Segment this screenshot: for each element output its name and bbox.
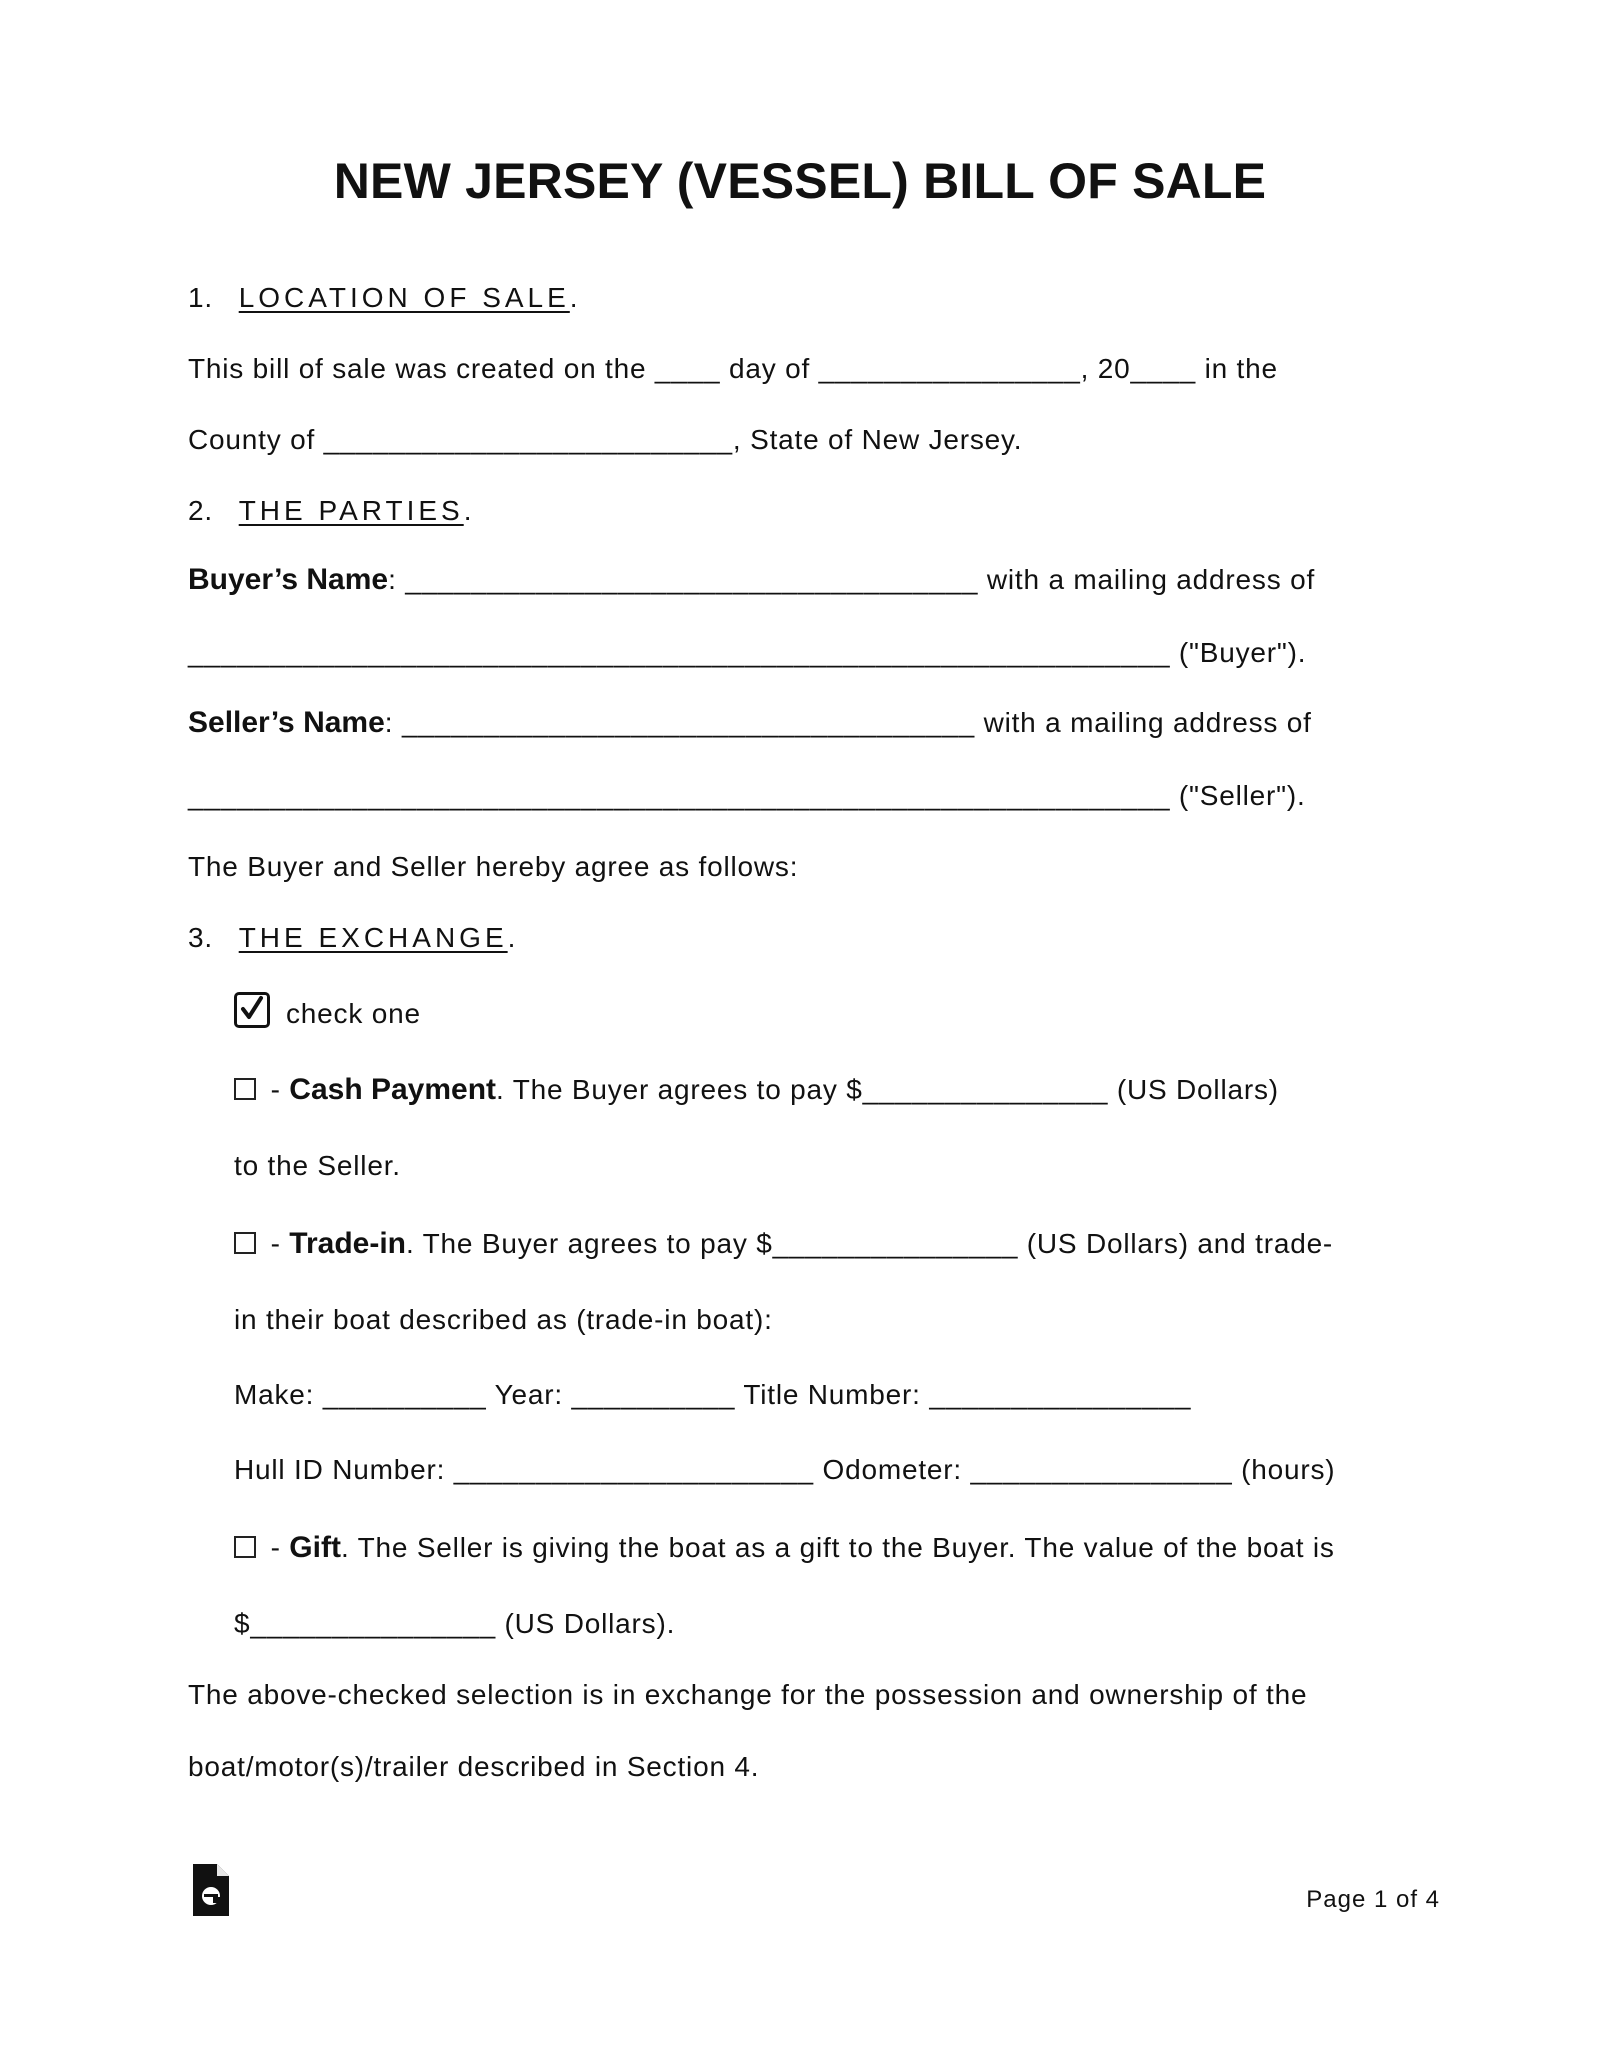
closing-line-2: boat/motor(s)/trailer described in Section 4. — [188, 1751, 760, 1782]
heading-period: . — [569, 282, 579, 313]
agreement-text: The Buyer and Seller hereby agree as follows: — [188, 851, 799, 882]
section-2-heading — [188, 495, 472, 527]
section-number: 2. — [188, 495, 213, 526]
seller-address-line: ____________________________________________________________ ("Seller"). — [188, 780, 1306, 811]
closing-line-1: The above-checked selection is in exchange for the possession and ownership of the — [188, 1679, 1308, 1710]
cash-payment-line-2: to the Seller. — [234, 1150, 401, 1181]
section-1-heading — [188, 282, 578, 314]
option-dash: - — [262, 1532, 290, 1563]
checkmark-box-icon — [234, 992, 270, 1028]
section-heading-text: THE PARTIES — [238, 495, 464, 526]
location-line-2: County of _________________________, State of New Jersey. — [188, 424, 1023, 455]
trade-in-line-2: in their boat described as (trade-in boat): — [234, 1304, 773, 1335]
trade-in-checkbox[interactable] — [234, 1232, 256, 1254]
gift-text: . The Seller is giving the boat as a gift to the Buyer. The value of the boat is — [340, 1532, 1335, 1563]
trade-in-text: . The Buyer agrees to pay $_______________ (US Dollars) and trade- — [406, 1228, 1334, 1259]
section-number: 3. — [188, 922, 213, 953]
document-title: NEW JERSEY (VESSEL) BILL OF SALE — [333, 153, 1267, 209]
gift-label: Gift — [289, 1531, 341, 1564]
section-heading-text: LOCATION OF SALE — [238, 282, 570, 313]
gift-option — [234, 1531, 1335, 1565]
cash-payment-checkbox[interactable] — [234, 1078, 256, 1100]
cash-payment-text: . The Buyer agrees to pay $_______________ (US Dollars) — [496, 1074, 1279, 1105]
check-one-text: check one — [286, 998, 421, 1029]
cash-payment-option — [234, 1073, 1279, 1107]
section-heading-text: THE EXCHANGE — [238, 922, 508, 953]
trade-in-make-year-title: Make: __________ Year: __________ Title Number: ________________ — [234, 1379, 1192, 1410]
buyer-name-blank: : ___________________________________ with a mailing address of — [388, 564, 1316, 595]
seller-name-blank: : ___________________________________ with a mailing address of — [384, 707, 1312, 738]
section-number: 1. — [188, 282, 213, 313]
buyer-name-line — [188, 563, 1315, 597]
trade-in-hull-odometer: Hull ID Number: ______________________ Odometer: ________________ (hours) — [234, 1454, 1336, 1485]
eforms-logo-icon — [193, 1864, 229, 1916]
page-number: Page 1 of 4 — [1306, 1886, 1440, 1913]
gift-checkbox[interactable] — [234, 1536, 256, 1558]
buyer-address-line: ____________________________________________________________ ("Buyer"). — [188, 637, 1307, 668]
location-line-1: This bill of sale was created on the ____ day of ________________, 20____ in the — [188, 353, 1278, 384]
heading-period: . — [507, 922, 517, 953]
option-dash: - — [262, 1228, 290, 1259]
seller-name-label: Seller’s Name — [188, 706, 385, 739]
cash-payment-label: Cash Payment — [289, 1073, 497, 1106]
heading-period: . — [463, 495, 473, 526]
seller-name-line — [188, 706, 1312, 740]
trade-in-option — [234, 1227, 1333, 1261]
trade-in-label: Trade-in — [289, 1227, 406, 1260]
check-one-line — [234, 992, 421, 1030]
buyer-name-label: Buyer’s Name — [188, 563, 389, 596]
section-3-heading — [188, 922, 516, 954]
gift-line-2: $_______________ (US Dollars). — [234, 1608, 676, 1639]
option-dash: - — [262, 1074, 290, 1105]
